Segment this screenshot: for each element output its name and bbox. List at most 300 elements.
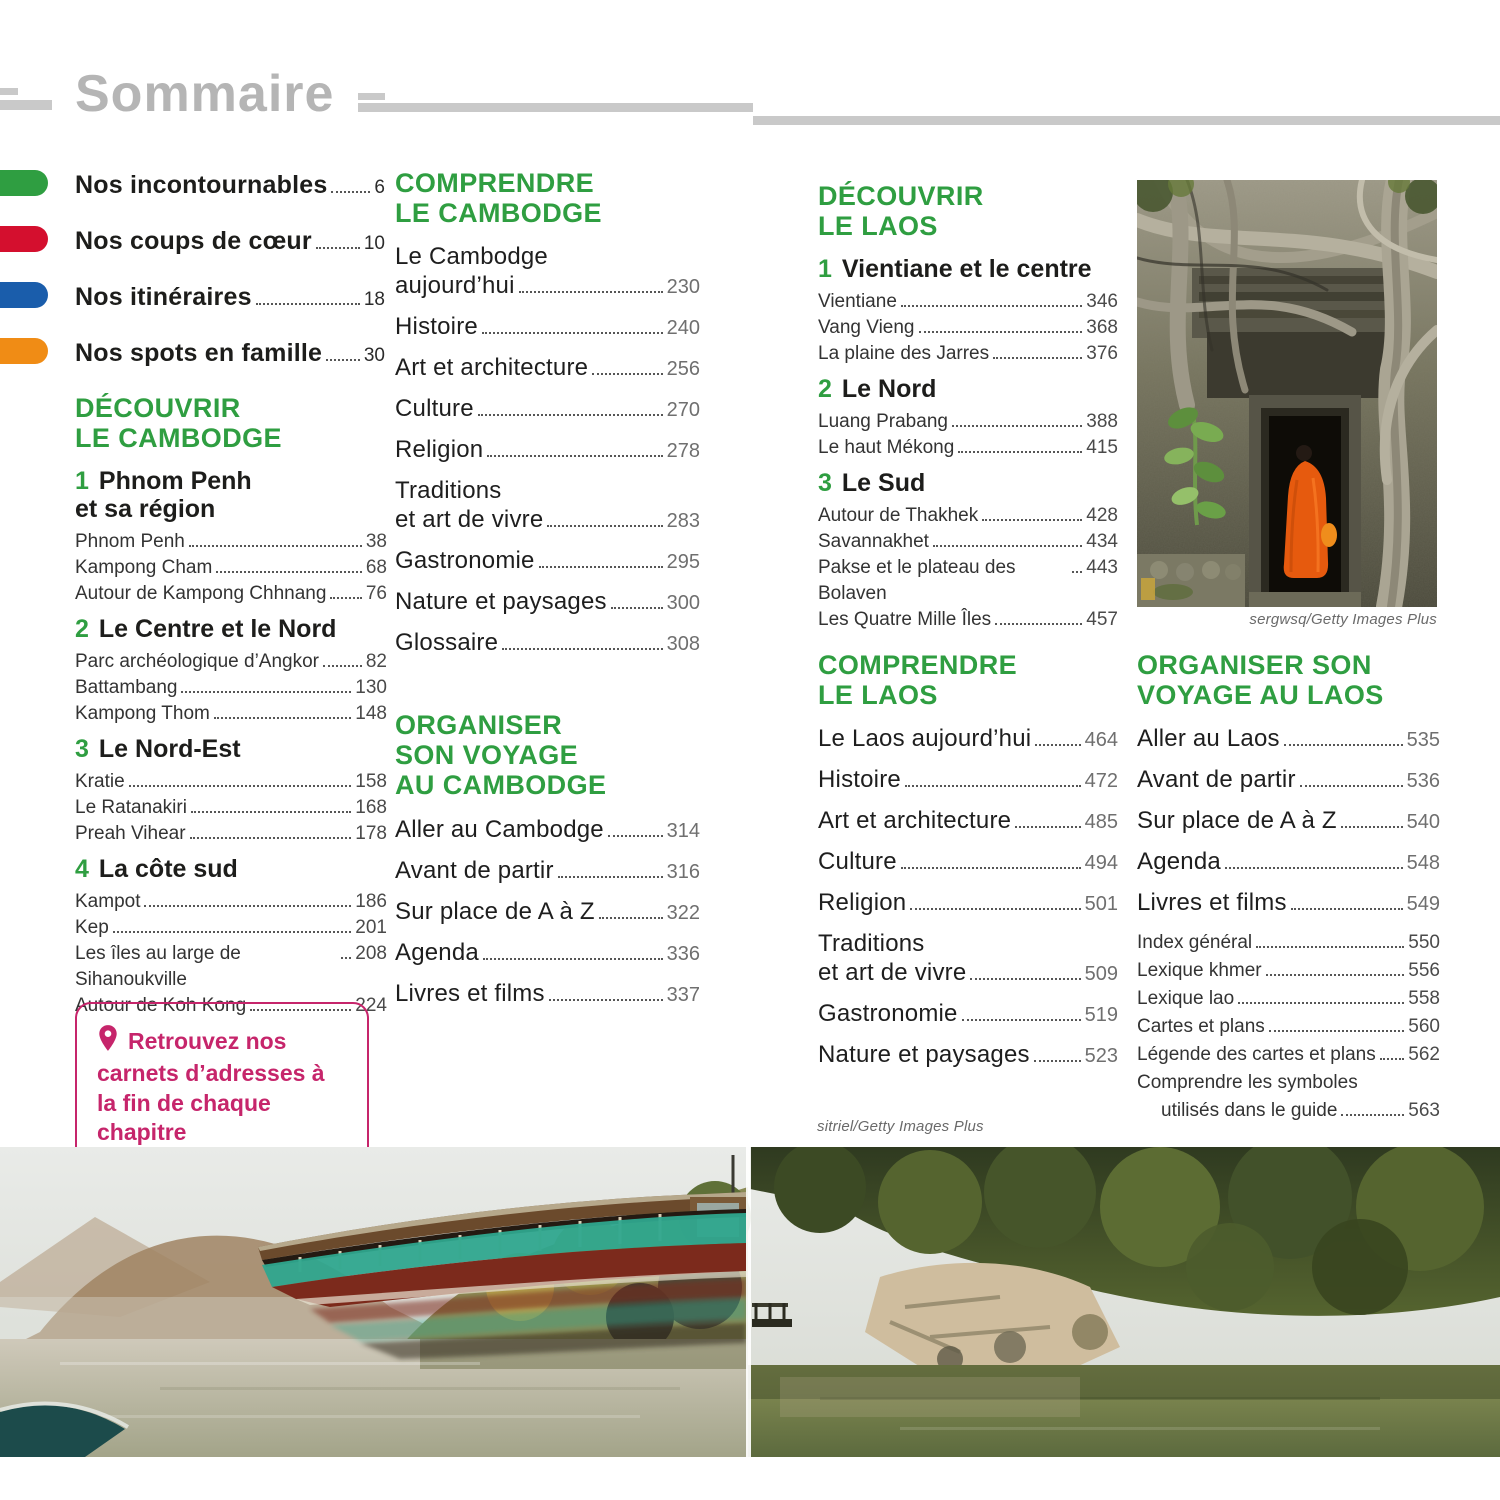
toc-entry[interactable] [818,289,1118,315]
toc-entry-page: 457 [1086,609,1118,631]
toc-entry[interactable] [818,806,1118,837]
toc-entry-label: Nature et paysages [395,588,607,616]
toc-entry-label: Gastronomie [818,1000,958,1028]
toc-entry-page: 519 [1084,1004,1118,1027]
toc-entry-page: 316 [666,860,700,883]
toc-entry-page: 224 [355,995,387,1017]
toc-entry-page: 82 [365,651,387,673]
dotted-leader [1341,826,1403,828]
chapter-number: 1 [818,255,832,284]
dotted-leader [901,305,1082,307]
toc-entry[interactable] [1137,888,1440,919]
toc-entry[interactable] [75,555,387,581]
heading-line: Le Centre et le Nord [98,615,337,644]
toc-entry-label: Kratie [75,771,125,793]
toc-entry-page: 270 [666,399,700,422]
chapter-title [75,855,387,883]
toc-entry[interactable] [75,941,387,993]
toc-entry-page: 337 [666,983,700,1006]
dotted-leader [952,425,1082,427]
toc-entry-page: 558 [1408,988,1440,1010]
chapter-number: 3 [75,735,89,764]
toc-entry-label: Aller au Cambodge [395,815,604,843]
temple-photo-credit: sergwsq/Getty Images Plus [1249,611,1437,628]
toc-entry-page: 230 [666,276,700,299]
dotted-leader [1035,744,1080,746]
toc-entry[interactable] [1137,765,1440,796]
quick-link-page: 10 [363,233,385,254]
quick-link-page: 6 [374,177,385,198]
quick-link-label: Nos coups de cœur [75,227,312,255]
toc-entry[interactable] [395,628,700,659]
toc-entry-page: 549 [1406,893,1440,916]
dotted-leader [1256,946,1404,948]
toc-entry-label: et art de vivre [395,506,544,534]
toc-entry-line: Traditions [818,930,925,958]
dotted-leader [1291,908,1403,910]
toc-entry-page: 509 [1084,963,1118,986]
toc-entry-label: Histoire [818,766,901,794]
toc-entry-page: 314 [666,819,700,842]
toc-entry[interactable] [75,701,387,727]
chapter-4 [75,855,387,1019]
toc-entry-label: Savannakhet [818,531,929,553]
toc-entry[interactable] [75,915,387,941]
toc-entry-label: Livres et films [1137,889,1287,917]
toc-entry-page: 464 [1084,729,1118,752]
toc-entry[interactable] [1137,957,1440,985]
section-title [1137,650,1440,710]
toc-entry-label: Parc archéologique d’Angkor [75,651,319,673]
toc-entry[interactable] [395,979,700,1010]
toc-entry-page: 472 [1084,770,1118,793]
dotted-leader [592,373,662,375]
toc-entry-label: Autour de Thakhek [818,505,979,527]
heading-line: LE CAMBODGE [75,423,282,454]
green-bar [0,170,48,196]
toc-entry-page: 388 [1086,411,1118,433]
chapter-2 [818,375,1118,461]
dotted-leader [113,931,351,933]
heading-line: VOYAGE AU LAOS [1137,680,1384,711]
section-entries [395,815,700,1010]
dotted-leader [483,958,663,960]
toc-entry[interactable] [1137,806,1440,837]
header-rule-left [0,100,52,110]
toc-entry-page: 523 [1084,1045,1118,1068]
toc-entry[interactable] [395,271,700,302]
toc-entry[interactable] [818,607,1118,633]
toc-entry[interactable] [1137,1013,1440,1041]
toc-entry-page: 322 [666,901,700,924]
toc-entry[interactable] [1137,985,1440,1013]
dotted-leader [1380,1058,1405,1060]
heading-line: COMPRENDRE [395,168,595,198]
toc-entry[interactable] [818,765,1118,796]
toc-entry-label: Avant de partir [395,856,554,884]
toc-entry[interactable] [395,353,700,384]
quick-link-green[interactable] [0,171,385,200]
header-rule-right-top [358,93,385,100]
toc-entry-label: Sur place de A à Z [1137,807,1337,835]
chapter-title [818,255,1118,283]
dotted-leader [129,785,352,787]
toc-entry-page: 550 [1408,932,1440,954]
quick-link-page: 30 [363,345,385,366]
toc-entry-label: Avant de partir [1137,766,1296,794]
toc-entry-page: 556 [1408,960,1440,982]
quick-link-page: 18 [363,289,385,310]
toc-entry[interactable] [818,503,1118,529]
toc-entry-label: Battambang [75,677,178,699]
dotted-leader [558,876,663,878]
toc-entry-label: Le Ratanakiri [75,797,187,819]
section-title [818,181,1118,241]
chapter-title-text [99,615,337,643]
chapter-title-text [842,255,1092,283]
chapter-title-text [842,469,925,497]
address-note-text: Retrouvez nos carnets d’adresses à la fin de chaque chapitre [97,1028,325,1146]
dotted-leader [905,785,1081,787]
section-title [818,650,1118,710]
toc-entry-label: Kampong Thom [75,703,210,725]
heading-line: Le Nord [841,375,937,404]
toc-entry[interactable] [818,724,1118,755]
page-gutter [746,1147,751,1457]
section-decouvrir-laos [818,181,1118,633]
heading-line: et sa région [75,495,216,524]
header-rule-far-right [753,116,1500,125]
toc-entry-label: Art et architecture [818,807,1012,835]
heading-line: SON VOYAGE [395,740,579,771]
toc-entry-page: 485 [1084,811,1118,834]
toc-entry-page: 201 [355,917,387,939]
toc-entry[interactable] [818,409,1118,435]
chapter-3 [818,469,1118,633]
toc-entry-label: Livres et films [395,979,545,1007]
dotted-leader [549,999,663,1001]
toc-entry[interactable] [75,581,387,607]
toc-entry[interactable] [75,529,387,555]
quick-link-blue[interactable] [0,283,385,312]
toc-entry-label: Gastronomie [395,547,535,575]
dotted-leader [919,331,1083,333]
toc-entry[interactable] [818,315,1118,341]
section-comprendre-cambodge [395,168,700,669]
toc-entry[interactable] [818,555,1118,607]
chapter-3 [75,735,387,847]
orange-bar [0,338,48,364]
section-title [395,710,700,801]
toc-entry-page: 548 [1406,852,1440,875]
dotted-leader [933,545,1082,547]
dotted-leader [331,191,370,193]
toc-entry-line: Le Cambodge [395,243,548,271]
dotted-leader [993,357,1082,359]
toc-entry-label: Le Laos aujourd’hui [818,725,1032,753]
chapter-title [75,735,387,763]
chapter-1 [818,255,1118,367]
toc-entry[interactable] [75,821,387,847]
toc-entry-label: Les Quatre Mille Îles [818,609,992,631]
toc-entry-label: Lexique lao [1137,988,1235,1010]
toc-entry-page: 300 [666,592,700,615]
quick-link-orange[interactable] [0,339,385,368]
dotted-leader [910,908,1080,910]
chapter-number: 1 [75,467,89,496]
blue-bar [0,282,48,308]
dotted-leader [599,917,663,919]
dotted-leader [316,247,360,249]
toc-entry-label: La plaine des Jarres [818,343,990,365]
dotted-leader [189,545,362,547]
toc-entry[interactable] [75,889,387,915]
dotted-leader [1034,1060,1081,1062]
toc-entry[interactable] [1137,724,1440,755]
toc-entry-page: 415 [1086,437,1118,459]
toc-entry-label: Le haut Mékong [818,437,955,459]
toc-entry[interactable] [818,341,1118,367]
toc-entry-page: 256 [666,358,700,381]
dotted-leader [482,332,663,334]
toc-entry-page: 346 [1086,291,1118,313]
dotted-leader [519,291,663,293]
dotted-leader [478,414,663,416]
toc-entry-label: Autour de Kampong Chhnang [75,583,327,605]
toc-entry[interactable] [1137,929,1440,957]
page-title: Sommaire [75,65,335,123]
toc-entry-page: 130 [355,677,387,699]
section-small-entries [1137,929,1440,1125]
header-rule-left-top [0,88,18,95]
toc-entry-label: Phnom Penh [75,531,185,553]
section-organiser-cambodge [395,710,700,1020]
quick-link-label: Nos itinéraires [75,283,252,311]
toc-entry-page: 76 [365,583,387,605]
toc-entry-label: Religion [395,436,484,464]
toc-entry-label: Histoire [395,313,478,341]
toc-entry[interactable] [818,847,1118,878]
toc-entry-line: Traditions [395,477,502,505]
toc-entry[interactable] [818,888,1118,919]
dotted-leader [995,623,1082,625]
toc-entry-label: Kampot [75,891,141,913]
toc-entry-label: Cartes et plans [1137,1016,1265,1038]
toc-entry-label: Culture [395,395,474,423]
heading-line: DÉCOUVRIR [818,181,984,211]
dotted-leader [341,957,351,959]
dotted-leader [547,525,662,527]
dotted-leader [214,717,351,719]
toc-entry[interactable] [818,958,1118,989]
toc-entry[interactable] [818,529,1118,555]
section-title [395,168,700,228]
toc-entry-label: Vang Vieng [818,317,915,339]
toc-entry[interactable] [818,435,1118,461]
toc-entry[interactable] [1137,1097,1440,1125]
toc-entry-page: 178 [355,823,387,845]
heading-line: LE LAOS [818,211,938,242]
toc-entry-label: aujourd’hui [395,272,515,300]
dotted-leader [958,451,1082,453]
dotted-leader [982,519,1082,521]
section-title [75,393,387,453]
section-entries [818,724,1118,1071]
toc-entry[interactable] [75,675,387,701]
quick-link-label: Nos spots en famille [75,339,323,367]
toc-entry-label: Pakse et le plateau des Bolaven [818,557,1016,605]
toc-entry[interactable] [1137,1041,1440,1069]
toc-entry[interactable] [395,546,700,577]
dotted-leader [326,359,360,361]
river-photo-credit: sitriel/Getty Images Plus [817,1118,984,1135]
toc-entry-page: 278 [666,440,700,463]
quick-link-red[interactable] [0,227,385,256]
toc-entry-page: 434 [1086,531,1118,553]
toc-entry-label: Agenda [1137,848,1221,876]
toc-entry-page: 68 [365,557,387,579]
toc-entry[interactable] [395,435,700,466]
section-decouvrir-cambodge [75,393,387,1019]
chapter-2 [75,615,387,727]
toc-entry[interactable] [1137,847,1440,878]
dotted-leader [970,978,1080,980]
toc-entry-page: 148 [355,703,387,725]
toc-entry[interactable] [818,999,1118,1030]
toc-entry-page: 560 [1408,1016,1440,1038]
section-comprendre-laos [818,650,1118,1081]
toc-entry-label: Religion [818,889,907,917]
toc-entry-page: 494 [1084,852,1118,875]
toc-entry-label: Agenda [395,938,479,966]
dotted-leader [1015,826,1080,828]
toc-entry-page: 428 [1086,505,1118,527]
toc-entry-label: Nature et paysages [818,1041,1030,1069]
dotted-leader [1269,1030,1405,1032]
chapter-number: 2 [75,615,89,644]
toc-entry[interactable] [75,795,387,821]
toc-entry[interactable] [395,312,700,343]
dotted-leader [502,648,662,650]
heading-line: AU CAMBODGE [395,770,607,801]
toc-entry-page: 376 [1086,343,1118,365]
chapter-title [818,469,1118,497]
toc-entry-label: utilisés dans le guide [1161,1100,1338,1122]
toc-entry-page: 283 [666,510,700,533]
temple-photo [1137,180,1437,607]
toc-entry[interactable] [395,587,700,618]
dotted-leader [256,303,360,305]
toc-entry-page: 168 [355,797,387,819]
chapter-title [818,375,1118,403]
toc-entry[interactable] [395,394,700,425]
river-photo [0,1147,1500,1457]
dotted-leader [1266,974,1405,976]
dotted-leader [1341,1114,1404,1116]
dotted-leader [190,837,352,839]
chapter-number: 4 [75,855,89,884]
dotted-leader [144,905,351,907]
toc-entry-label: Index général [1137,932,1253,954]
toc-entry-label: et art de vivre [818,959,967,987]
heading-line: LE LAOS [818,680,938,711]
toc-entry-line: Comprendre les symboles [1137,1072,1358,1094]
chapter-1 [75,467,387,607]
section-entries [395,242,700,659]
chapter-number: 2 [818,375,832,404]
dotted-leader [191,811,351,813]
chapter-number: 3 [818,469,832,498]
toc-entry[interactable] [818,1040,1118,1071]
toc-entry-page: 308 [666,633,700,656]
toc-entry-page: 535 [1406,729,1440,752]
heading-line: La côte sud [98,855,238,884]
toc-entry-page: 562 [1408,1044,1440,1066]
chapter-title [75,615,387,643]
toc-entry-page: 443 [1086,557,1118,579]
toc-entry[interactable] [395,897,700,928]
chapter-title [75,467,387,523]
heading-line: ORGANISER SON [1137,650,1372,680]
dotted-leader [1225,867,1403,869]
temple-ledge [1137,554,1245,607]
toc-entry-label: Glossaire [395,629,499,657]
heading-line: LE CAMBODGE [395,198,602,229]
dotted-leader [608,835,663,837]
toc-entry[interactable] [75,649,387,675]
toc-entry[interactable] [75,769,387,795]
chapter-title-text [99,855,238,883]
toc-entry-page: 540 [1406,811,1440,834]
toc-entry[interactable] [395,505,700,536]
chapter-title-text [842,375,936,403]
dotted-leader [181,691,351,693]
dotted-leader [611,607,663,609]
toc-entry[interactable] [395,938,700,969]
heading-line: Vientiane et le centre [841,255,1092,284]
heading-line: Le Nord-Est [98,735,241,764]
toc-entry-page: 295 [666,551,700,574]
quick-link-label: Nos incontournables [75,171,328,199]
heading-line: Le Sud [841,469,926,498]
dotted-leader [216,571,362,573]
header-rule-right [358,103,753,112]
heading-line: DÉCOUVRIR [75,393,241,423]
dotted-leader [962,1019,1081,1021]
dotted-leader [1284,744,1403,746]
toc-entry-page: 368 [1086,317,1118,339]
chapter-title-text [99,735,241,763]
dotted-leader [1072,571,1082,573]
dotted-leader [539,566,663,568]
toc-entry-page: 208 [355,943,387,965]
toc-entry-label: Vientiane [818,291,897,313]
toc-entry-page: 240 [666,317,700,340]
dotted-leader [901,867,1081,869]
dotted-leader [323,665,362,667]
toc-entry[interactable] [395,856,700,887]
toc-entry-label: Légende des cartes et plans [1137,1044,1376,1066]
toc-entry-page: 501 [1084,893,1118,916]
toc-entry-page: 536 [1406,770,1440,793]
heading-line: COMPRENDRE [818,650,1018,680]
toc-entry[interactable] [395,815,700,846]
toc-entry-label: Les îles au large de Sihanoukville [75,943,241,991]
toc-entry-label: Sur place de A à Z [395,897,595,925]
toc-entry-page: 158 [355,771,387,793]
red-bar [0,226,48,252]
dotted-leader [1300,785,1403,787]
